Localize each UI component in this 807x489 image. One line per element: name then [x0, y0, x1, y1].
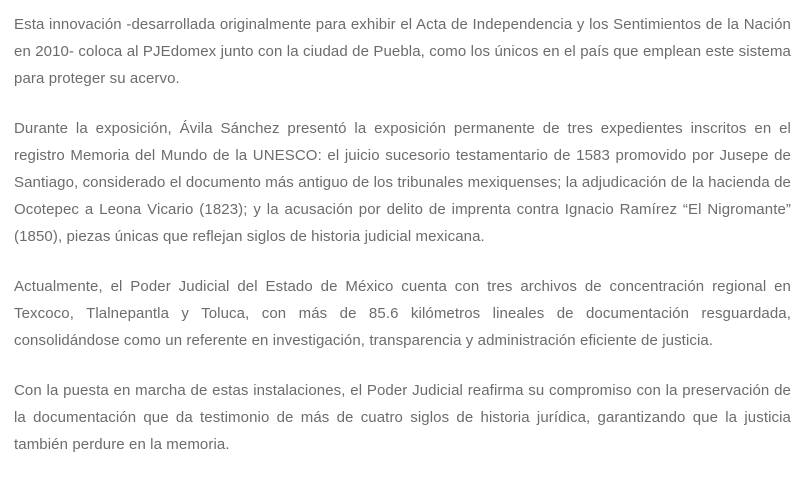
paragraph-compromiso-preservacion: Con la puesta en marcha de estas instalaciones, el Poder Judicial reafirma su compromiso con la preservación de la documentación que da testimonio de más de cuatro siglos de historia jurídica, garantizando que la justicia también perdure en la memoria. [14, 382, 791, 453]
paragraph-exposicion-unesco: Durante la exposición, Ávila Sánchez presentó la exposición permanente de tres expedientes inscritos en el registro Memoria del Mundo de la UNESCO: el juicio sucesorio testamentario de 1583 promovido por Jusepe de Santiago, considerado el documento más antiguo de los tribunales mexiquenses; la adjudicación de la hacienda de Ocotepec a Leona Vicario (1823); y la acusación por delito de imprenta contra Ignacio Ramírez “El Nigromante” (1850), piezas únicas que reflejan siglos de historia judicial mexicana. [14, 120, 791, 245]
paragraph-innovation: Esta innovación -desarrollada originalmente para exhibir el Acta de Independencia y los Sentimientos de la Nación en 2010- coloca al PJEdomex junto con la ciudad de Puebla, como los únicos en el país que emplean este sistema para proteger su acervo. [14, 16, 791, 87]
paragraph-archivos-regionales: Actualmente, el Poder Judicial del Estado de México cuenta con tres archivos de concentración regional en Texcoco, Tlalnepantla y Toluca, con más de 85.6 kilómetros lineales de documentación resguardada, consolidándose como un referente en investigación, transparencia y administración eficiente de justicia. [14, 278, 791, 349]
